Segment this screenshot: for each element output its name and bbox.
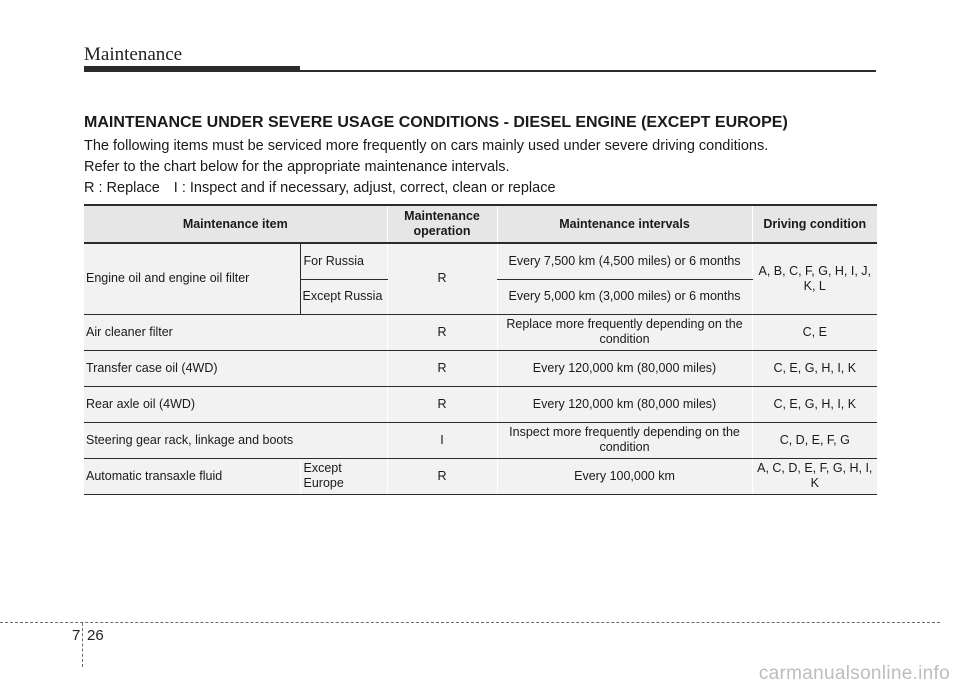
cell-item: Steering gear rack, linkage and boots — [84, 422, 387, 458]
header-driving-condition: Driving condition — [752, 205, 877, 243]
watermark-text: carmanualsonline.info — [758, 663, 950, 684]
cell-interval: Every 120,000 km (80,000 miles) — [497, 350, 752, 386]
cell-interval: Every 7,500 km (4,500 miles) or 6 months — [497, 243, 752, 279]
footer-dashed-rule — [0, 622, 940, 623]
table-row — [84, 243, 877, 279]
cell-interval: Inspect more frequently depending on the condition — [497, 422, 752, 458]
header-maintenance-intervals: Maintenance intervals — [497, 205, 752, 243]
cell-item: Air cleaner filter — [84, 314, 387, 350]
cell-interval: Replace more frequently depending on the condition — [497, 314, 752, 350]
header-maintenance-operation: Maintenance operation — [387, 205, 497, 243]
cell-operation: R — [387, 243, 497, 314]
page-number: 26 — [87, 627, 104, 644]
cell-operation: R — [387, 386, 497, 422]
cell-sub-item: For Russia — [300, 243, 387, 279]
cell-operation: I — [387, 422, 497, 458]
cell-sub-item: Except Russia — [300, 279, 387, 314]
intro-line-1: The following items must be serviced more frequently on cars mainly used under severe driving conditions. — [84, 138, 769, 154]
footer-dashed-divider — [82, 623, 83, 667]
cell-operation: R — [387, 314, 497, 350]
table-row — [84, 386, 877, 422]
section-title: MAINTENANCE UNDER SEVERE USAGE CONDITIONS - DIESEL ENGINE (EXCEPT EUROPE) — [84, 114, 788, 131]
chapter-number: 7 — [72, 627, 81, 644]
cell-condition: A, B, C, F, G, H, I, J, K, L — [752, 243, 877, 314]
cell-condition: C, E, G, H, I, K — [752, 350, 877, 386]
table-header-row — [84, 205, 877, 243]
cell-sub-item: Except Europe — [300, 458, 387, 494]
cell-condition: C, D, E, F, G — [752, 422, 877, 458]
header-rule-thick — [84, 66, 300, 72]
header-maintenance-item: Maintenance item — [84, 205, 387, 243]
table-row — [84, 458, 877, 494]
header-rule-thin — [300, 70, 876, 72]
maintenance-table — [84, 204, 877, 495]
table-row — [84, 314, 877, 350]
cell-condition: C, E — [752, 314, 877, 350]
cell-item: Rear axle oil (4WD) — [84, 386, 387, 422]
cell-interval: Every 5,000 km (3,000 miles) or 6 months — [497, 279, 752, 314]
cell-interval: Every 120,000 km (80,000 miles) — [497, 386, 752, 422]
header-title: Maintenance — [84, 44, 183, 65]
intro-line-2: Refer to the chart below for the appropriate maintenance intervals. — [84, 159, 510, 175]
cell-operation: R — [387, 350, 497, 386]
cell-item: Engine oil and engine oil filter — [84, 243, 300, 314]
cell-condition: A, C, D, E, F, G, H, I, K — [752, 458, 877, 494]
cell-operation: R — [387, 458, 497, 494]
table-row — [84, 422, 877, 458]
cell-item: Transfer case oil (4WD) — [84, 350, 387, 386]
cell-condition: C, E, G, H, I, K — [752, 386, 877, 422]
table-row — [84, 350, 877, 386]
cell-item: Automatic transaxle fluid — [84, 458, 300, 494]
legend-line — [84, 178, 884, 199]
cell-interval: Every 100,000 km — [497, 458, 752, 494]
intro-text — [84, 136, 884, 199]
legend-inspect: I : Inspect and if necessary, adjust, correct, clean or replace — [173, 180, 556, 196]
legend-replace: R : Replace — [84, 180, 160, 196]
